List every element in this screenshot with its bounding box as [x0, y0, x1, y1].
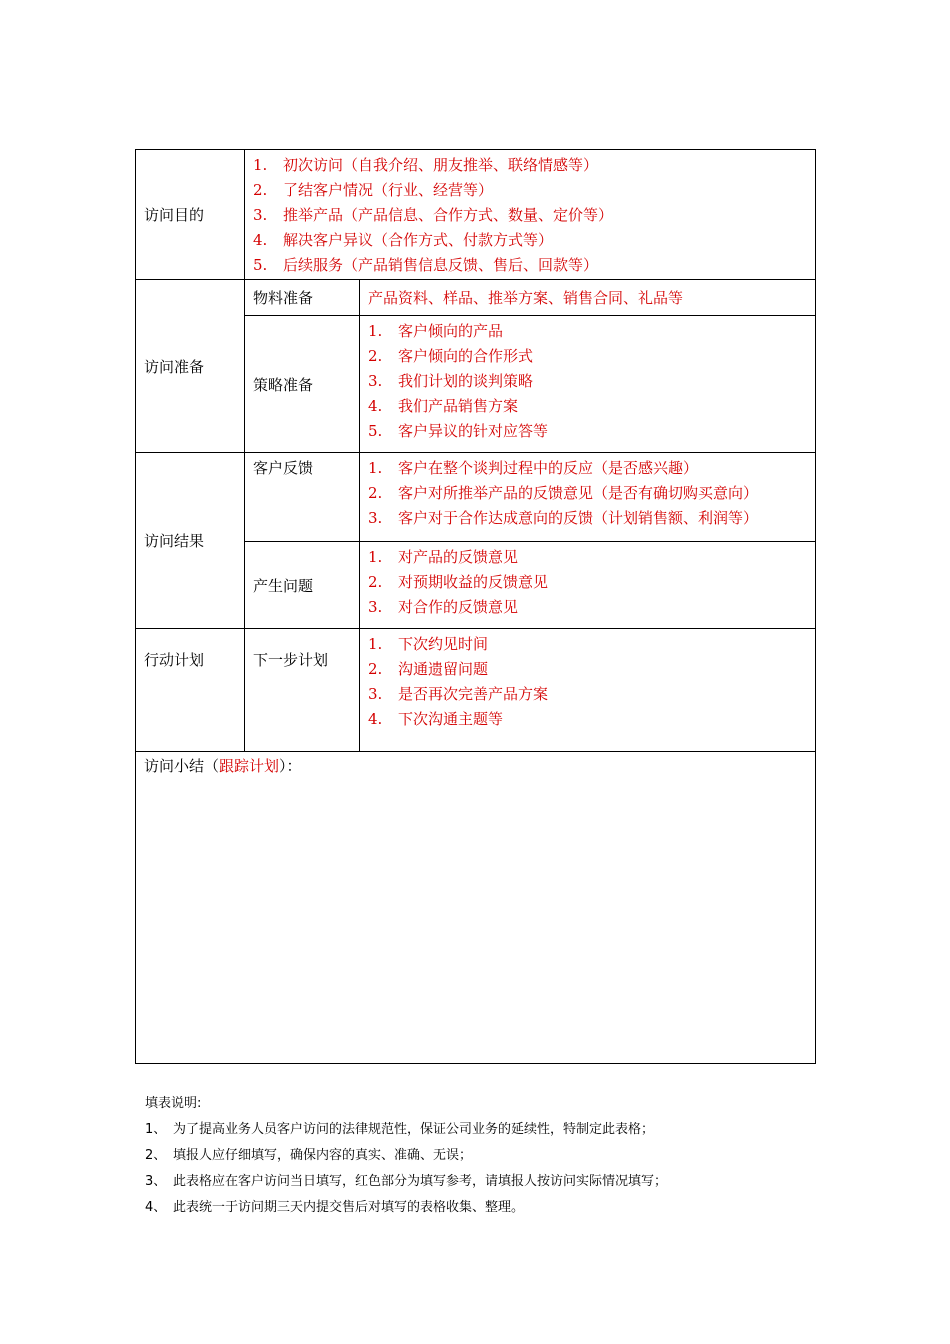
summary-suffix: ）： [279, 757, 302, 775]
material-label: 物料准备 [245, 280, 360, 316]
feedback-label: 客户反馈 [245, 453, 360, 542]
summary-cell[interactable] [136, 752, 816, 1064]
issues-label: 产生问题 [245, 542, 360, 629]
list-item: 4. 解决客户异议（合作方式、付款方式等） [253, 231, 554, 249]
next-step-content [360, 629, 816, 752]
list-item: 3. 我们计划的谈判策略 [368, 372, 534, 390]
strategy-content [360, 316, 816, 453]
list-item: 3. 推举产品（产品信息、合作方式、数量、定价等） [253, 206, 614, 224]
issues-content [360, 542, 816, 629]
summary-highlight: 跟踪计划 [219, 757, 280, 775]
plan-label: 行动计划 [136, 629, 245, 752]
prep-material-row [136, 280, 816, 316]
summary-label: 访问小结（ [144, 757, 220, 775]
feedback-list [368, 456, 815, 531]
fill-instructions [145, 1091, 667, 1221]
result-label: 访问结果 [136, 453, 245, 629]
result-feedback-row [136, 453, 816, 542]
list-item: 2. 客户对所推举产品的反馈意见（是否有确切购买意向） [368, 484, 759, 502]
purpose-label: 访问目的 [136, 150, 245, 280]
list-item: 1. 对产品的反馈意见 [368, 548, 519, 566]
list-item: 2. 沟通遗留问题 [368, 660, 489, 678]
list-item: 5. 客户异议的针对应答等 [368, 422, 549, 440]
list-item: 3. 对合作的反馈意见 [368, 598, 519, 616]
material-content: 产品资料、样品、推举方案、销售合同、礼品等 [360, 280, 816, 316]
instruction-item: 2、 填报人应仔细填写，确保内容的真实、准确、无误； [145, 1148, 473, 1163]
list-item: 1. 客户在整个谈判过程中的反应（是否感兴趣） [368, 459, 699, 477]
instruction-item: 4、 此表统一于访问期三天内提交售后对填写的表格收集、整理。 [145, 1200, 525, 1215]
list-item: 2. 了结客户情况（行业、经营等） [253, 181, 494, 199]
instruction-item: 3、 此表格应在客户访问当日填写，红色部分为填写参考，请填报人按访问实际情况填写； [145, 1174, 668, 1189]
purpose-list [253, 153, 815, 278]
list-item: 4. 下次沟通主题等 [368, 710, 504, 728]
purpose-content [245, 150, 816, 280]
plan-row [136, 629, 816, 752]
list-item: 2. 客户倾向的合作形式 [368, 347, 534, 365]
list-item: 3. 客户对于合作达成意向的反馈（计划销售额、利润等） [368, 509, 759, 527]
list-item: 5. 后续服务（产品销售信息反馈、售后、回款等） [253, 256, 599, 274]
list-item: 1. 初次访问（自我介绍、朋友推举、联络情感等） [253, 156, 599, 174]
instructions-title: 填表说明: [145, 1096, 202, 1111]
issues-list [368, 545, 815, 620]
prep-label: 访问准备 [136, 280, 245, 453]
feedback-content [360, 453, 816, 542]
list-item: 4. 我们产品销售方案 [368, 397, 519, 415]
purpose-row [136, 150, 816, 280]
list-item: 1. 下次约见时间 [368, 635, 489, 653]
visit-record-table [135, 149, 816, 1064]
strategy-label: 策略准备 [245, 316, 360, 453]
list-item: 1. 客户倾向的产品 [368, 322, 504, 340]
instruction-item: 1、 为了提高业务人员客户访问的法律规范性，保证公司业务的延续性，特制定此表格； [145, 1122, 655, 1137]
summary-row [136, 752, 816, 1064]
list-item: 3. 是否再次完善产品方案 [368, 685, 549, 703]
next-step-list [368, 632, 815, 732]
strategy-list [368, 319, 815, 444]
next-step-label: 下一步计划 [245, 629, 360, 752]
list-item: 2. 对预期收益的反馈意见 [368, 573, 549, 591]
